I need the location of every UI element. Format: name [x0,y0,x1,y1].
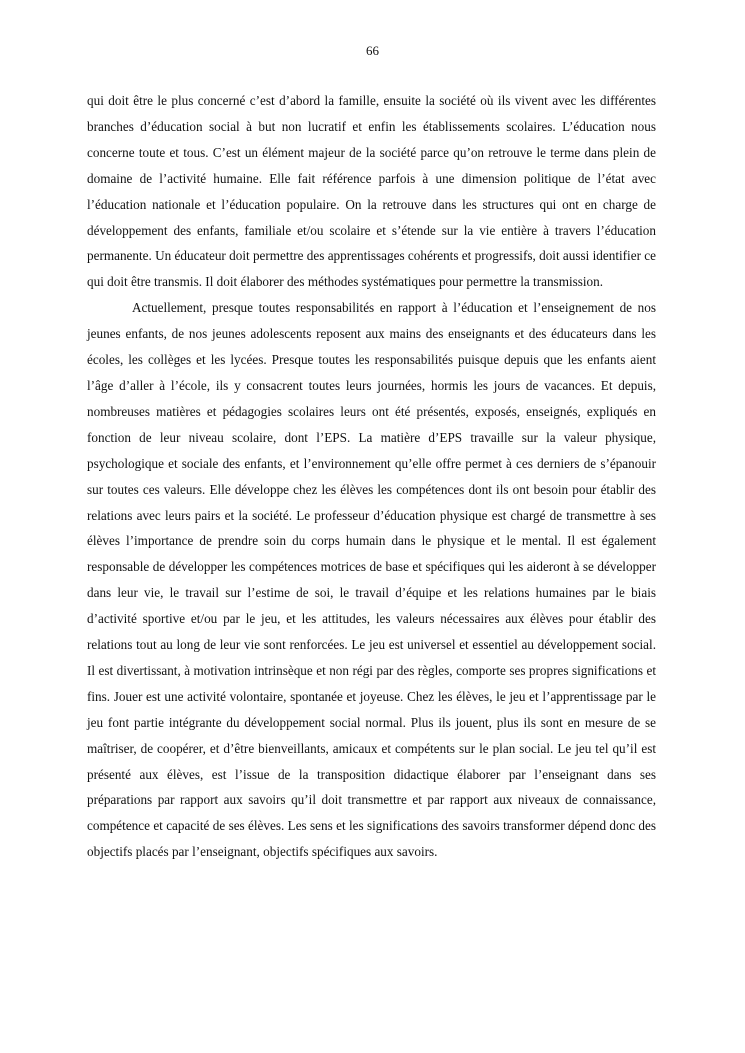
paragraph-2: Actuellement, presque toutes responsabilités en rapport à l’éducation et l’enseignement de nos jeunes enfants, de nos jeunes adolescents reposent aux mains des enseignants et des éducateurs dans les écoles, les collèges et les lycées. Presque toutes les responsabilités puisque depuis que les enfants aient l’âge d’aller à l’école, ils y consacrent toutes leurs journées, hormis les jours de vacances. Et depuis, nombreuses matières et pédagogies scolaires leurs ont été présentés, exposés, enseignés, expliqués en fonction de leur niveau scolaire, dont l’EPS. La matière d’EPS travaille sur la valeur physique, psychologique et sociale des enfants, et l’environnement qu’elle offre permet à ces derniers de s’épanouir sur toutes ces valeurs. Elle développe chez les élèves les compétences dont ils ont besoin pour établir des relations avec leurs pairs et la société. Le professeur d’éducation physique est chargé de transmettre à ses élèves l’importance de prendre soin du corps humain dans le physique et le mental. Il est également responsable de développer les compétences motrices de base et spécifiques qui les aideront à se développer dans leur vie, le travail sur l’estime de soi, le travail d’équipe et les relations humaines par le biais d’activité sportive et/ou par le jeu, et les attitudes, les valeurs nécessaires aux élèves pour établir des relations tout au long de leur vie sont renforcées. Le jeu est universel et essentiel au développement social. Il est divertissant, à motivation intrinsèque et non régi par des règles, comporte ses propres significations et fins. Jouer est une activité volontaire, spontanée et joyeuse. Chez les élèves, le jeu et l’apprentissage par le jeu font partie intégrante du développement social normal. Plus ils jouent, plus ils sont en mesure de se maîtriser, de coopérer, et d’être bienveillants, amicaux et compétents sur le plan social. Le jeu tel qu’il est présenté aux élèves, est l’issue de la transposition didactique élaborer par l’enseignant dans ses préparations par rapport aux savoirs qu’il doit transmettre et par rapport aux niveaux de connaissance, compétence et capacité de ses élèves. Les sens et les significations des savoirs transformer dépend donc des objectifs placés par l’enseignant, objectifs spécifiques aux savoirs. [87,300,656,860]
body-text [87,88,656,865]
paragraph-1: qui doit être le plus concerné c’est d’abord la famille, ensuite la société où ils vivent avec les différentes branches d’éducation social à but non lucratif et enfin les établissements scolaires. L’éducation nous concerne toute et tous. C’est un élément majeur de la société parce qu’on retrouve le terme dans plein de domaine de l’activité humaine. Elle fait référence parfois à une dimension politique de l’état avec l’éducation nationale et l’éducation populaire. On la retrouve dans les structures qui ont en charge de développement des enfants, familiale et/ou scolaire et s’étende sur la vie entière à travers l’éducation permanente. Un éducateur doit permettre des apprentissages cohérents et progressifs, doit aussi identifier ce qui doit être transmis. Il doit élaborer des méthodes systématiques pour permettre la transmission. [87,93,656,290]
page-number: 66 [366,43,379,58]
